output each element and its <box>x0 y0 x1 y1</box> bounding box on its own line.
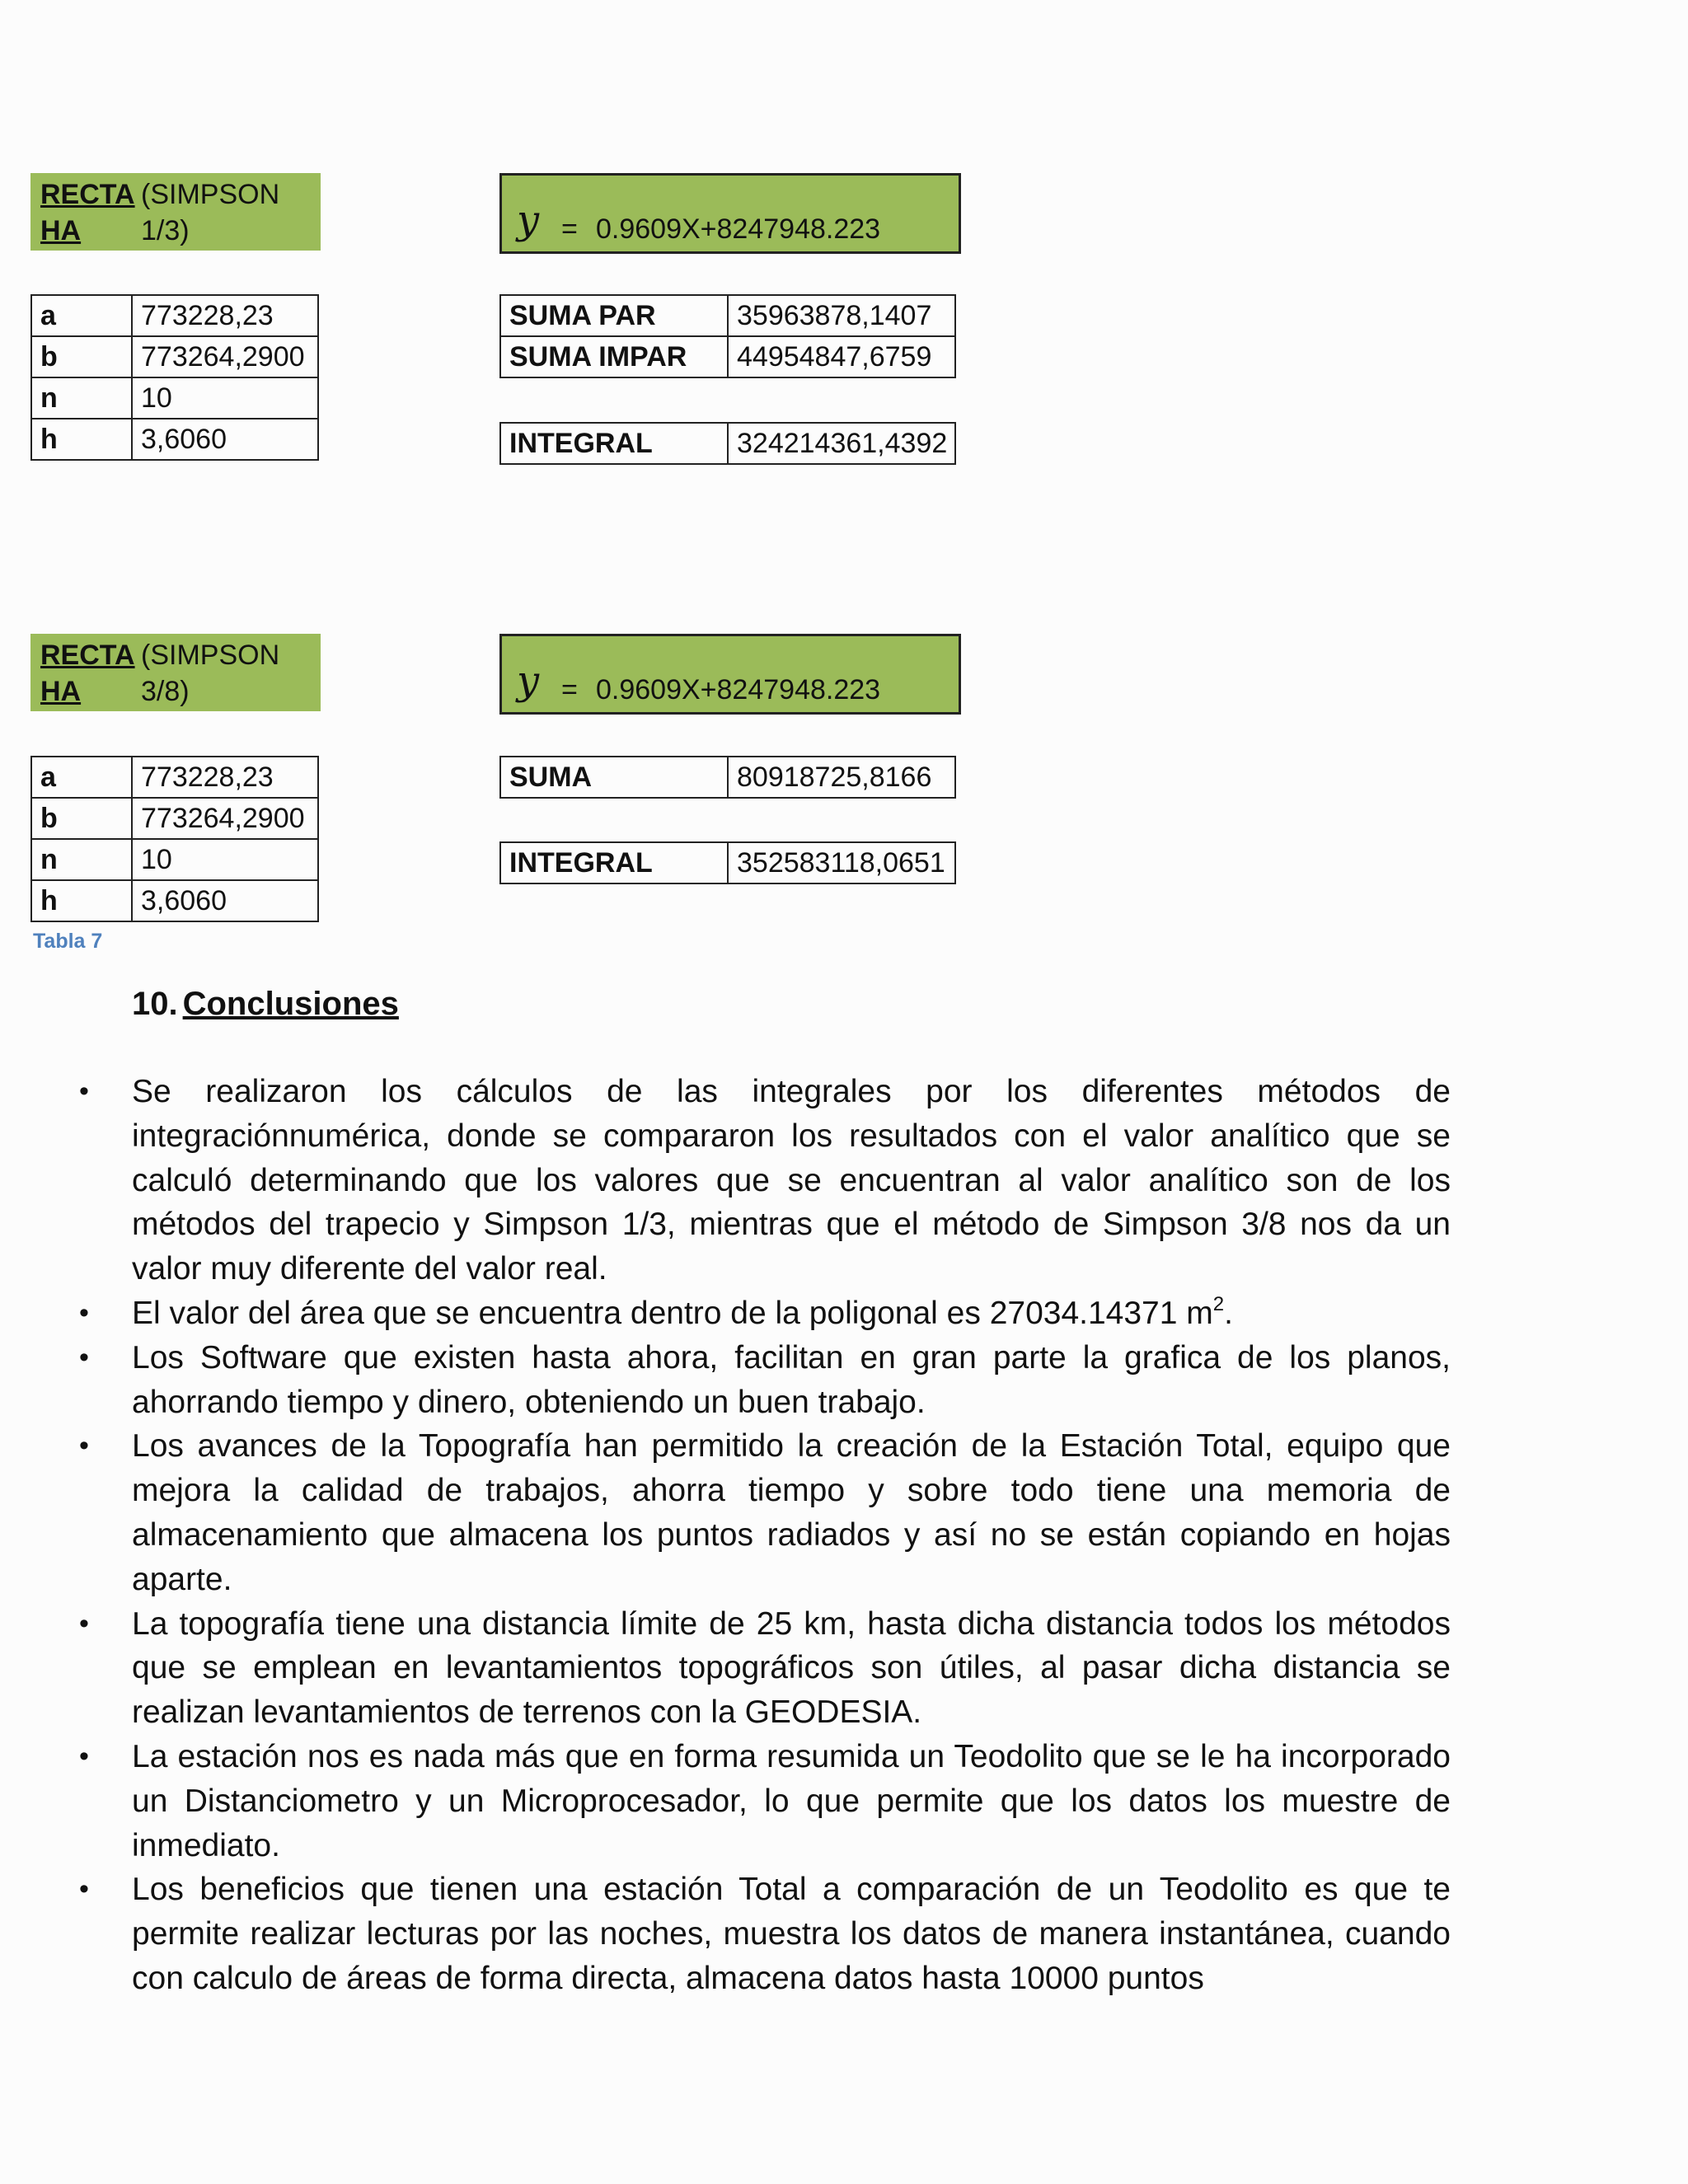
table-row <box>500 336 955 377</box>
section1-title-word1: RECTA <box>40 179 135 210</box>
table-row <box>500 423 955 464</box>
param-key: n <box>31 839 132 880</box>
section2-title-box <box>30 634 321 711</box>
sum-key: SUMA <box>500 757 728 798</box>
section2-title-word2: HA <box>40 676 82 707</box>
param-value: 10 <box>132 839 318 880</box>
section2-sums-table <box>499 756 956 799</box>
param-value: 3,6060 <box>132 419 318 460</box>
conclusions-list <box>79 1070 1451 2001</box>
integral-key: INTEGRAL <box>500 423 728 464</box>
list-item-text: La topografía tiene una distancia límite de 25 km, hasta dicha distancia todos los métodos que se emplean en levantamientos topográficos son útiles, al pasar dicha distancia se realizan levantamientos de terrenos con la GEODESIA. <box>132 1605 1451 1731</box>
param-key: b <box>31 798 132 839</box>
param-value: 773228,23 <box>132 757 318 798</box>
list-item <box>79 1291 1451 1336</box>
bullet-icon: • <box>79 1873 89 1905</box>
sum-value: 35963878,1407 <box>728 295 955 336</box>
list-item <box>79 1070 1451 1291</box>
param-key: h <box>31 880 132 921</box>
param-value: 10 <box>132 377 318 419</box>
table-row <box>31 419 318 460</box>
sum-key: SUMA PAR <box>500 295 728 336</box>
table-row <box>31 377 318 419</box>
heading-text: Conclusiones <box>182 986 399 1022</box>
list-item-text-end: . <box>1224 1295 1233 1331</box>
bullet-icon: • <box>79 1607 89 1639</box>
section2-equation-box <box>499 634 961 715</box>
superscript: 2 <box>1212 1292 1225 1315</box>
integral-key: INTEGRAL <box>500 842 728 883</box>
param-key: h <box>31 419 132 460</box>
list-item <box>79 1602 1451 1735</box>
section2-integral-table <box>499 841 956 884</box>
list-item-text: Se realizaron los cálculos de las integrales por los diferentes métodos de integraciónnumérica, donde se compararon los resultados con el valor analítico que se calculó determinando que los valores que se encuentran al valor analítico son de los métodos del trapecio y Simpson 1/3, mientras que el método de Simpson 3/8 nos da un valor muy diferente del valor real. <box>132 1074 1451 1287</box>
section2-method-line2: 3/8) <box>141 676 190 707</box>
section1-integral-table <box>499 422 956 465</box>
section1-method-line2: 1/3) <box>141 215 190 246</box>
list-item <box>79 1424 1451 1601</box>
bullet-icon: • <box>79 1341 89 1373</box>
section2-method-line1: (SIMPSON <box>141 640 280 671</box>
section1-params-table <box>30 294 319 461</box>
list-item-text: Los beneficios que tienen una estación Total a comparación de un Teodolito es que te permite realizar lecturas por las noches, muestra los datos de manera instantánea, cuando con calculo de áreas de forma directa, almacena datos hasta 10000 puntos <box>132 1872 1451 1996</box>
sum-value: 80918725,8166 <box>728 757 955 798</box>
param-value: 773228,23 <box>132 295 318 336</box>
param-value: 773264,2900 <box>132 798 318 839</box>
section2-params-table <box>30 756 319 922</box>
param-key: a <box>31 757 132 798</box>
section1-title-word2: HA <box>40 215 82 246</box>
table-row <box>500 842 955 883</box>
table-row <box>31 336 318 377</box>
section2-equation-expression: 0.9609X+8247948.223 <box>596 674 881 705</box>
table-row <box>31 839 318 880</box>
list-item-text: La estación nos es nada más que en forma resumida un Teodolito que se le ha incorporado un Distanciometro y un Microprocesador, lo que permite que los datos los muestre de inmediato. <box>132 1738 1451 1863</box>
section2-title-label <box>40 637 135 710</box>
section1-sums-table <box>499 294 956 378</box>
section1-equation-y: y <box>517 197 540 243</box>
param-key: n <box>31 377 132 419</box>
section1-method-line1: (SIMPSON <box>141 179 280 210</box>
param-key: a <box>31 295 132 336</box>
bullet-icon: • <box>79 1740 89 1772</box>
table-row <box>500 757 955 798</box>
list-item <box>79 1735 1451 1868</box>
param-key: b <box>31 336 132 377</box>
bullet-icon: • <box>79 1076 89 1107</box>
list-item <box>79 1336 1451 1425</box>
section1-equation-box <box>499 173 961 254</box>
section1-title-box <box>30 173 321 251</box>
heading-number: 10. <box>132 986 178 1022</box>
bullet-icon: • <box>79 1296 89 1329</box>
section2-method-label <box>141 637 279 710</box>
sum-key: SUMA IMPAR <box>500 336 728 377</box>
list-item-text: El valor del área que se encuentra dentro de la poligonal es 27034.14371 m <box>132 1295 1213 1331</box>
section1-equation-equals: = <box>561 213 578 245</box>
integral-value: 352583118,0651 <box>728 842 955 883</box>
list-item-text: Los Software que existen hasta ahora, facilitan en gran parte la grafica de los planos, ahorrando tiempo y dinero, obteniendo un buen trabajo. <box>132 1339 1451 1420</box>
section2-equation-equals: = <box>561 674 578 705</box>
list-item <box>79 1868 1451 2000</box>
section1-equation-expression: 0.9609X+8247948.223 <box>596 213 881 245</box>
section1-title-label <box>40 176 135 249</box>
table-row <box>31 880 318 921</box>
table-row <box>31 798 318 839</box>
param-value: 773264,2900 <box>132 336 318 377</box>
section2-equation-y: y <box>517 658 540 704</box>
integral-value: 324214361,4392 <box>728 423 955 464</box>
section1-method-label <box>141 176 279 249</box>
sum-value: 44954847,6759 <box>728 336 955 377</box>
table-row <box>500 295 955 336</box>
param-value: 3,6060 <box>132 880 318 921</box>
bullet-icon: • <box>79 1430 89 1462</box>
table-row <box>31 757 318 798</box>
table-row <box>31 295 318 336</box>
table-caption: Tabla 7 <box>33 930 103 953</box>
list-item-text: Los avances de la Topografía han permitido la creación de la Estación Total, equipo que mejora la calidad de trabajos, ahorra tiempo y sobre todo tiene una memoria de almacenamiento que almacena los puntos radiados y así no se están copiando en hojas aparte. <box>132 1428 1451 1597</box>
section2-title-word1: RECTA <box>40 640 135 671</box>
section-heading <box>132 986 399 1023</box>
